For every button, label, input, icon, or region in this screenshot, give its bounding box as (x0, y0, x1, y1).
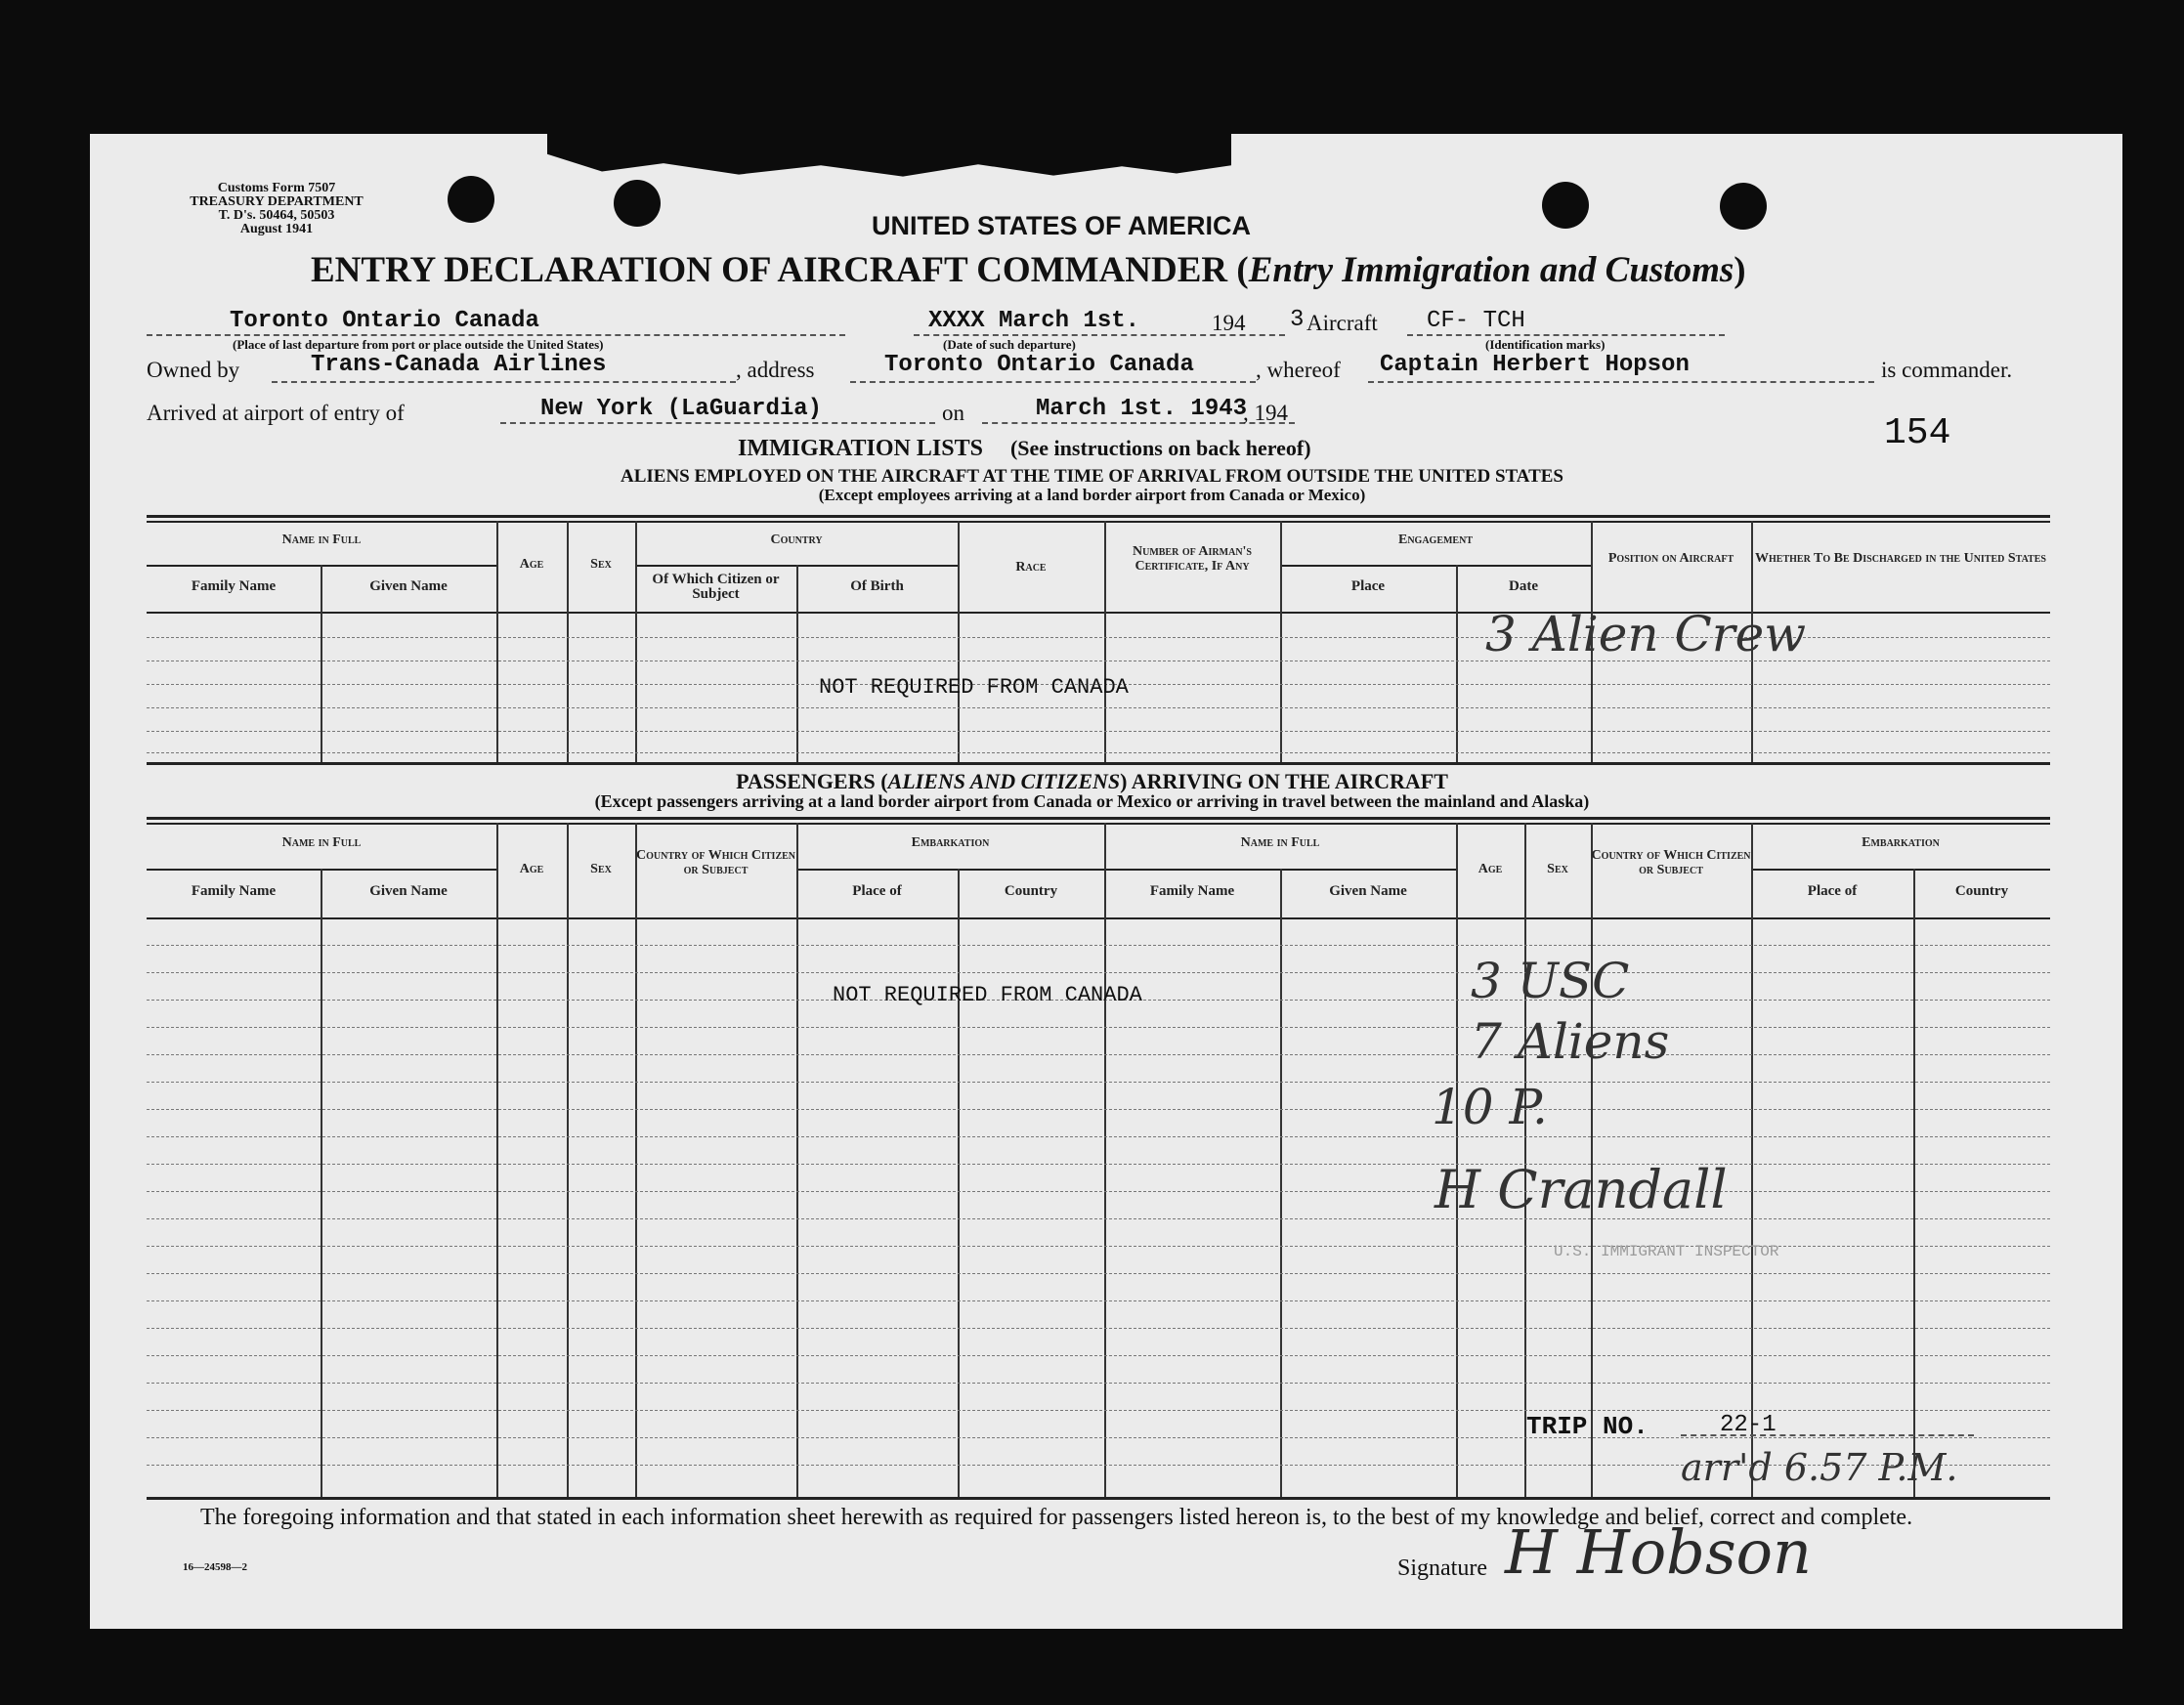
on-label: on (942, 401, 964, 425)
table-column-divider (1751, 823, 1753, 1497)
table-rule (1280, 565, 1591, 567)
arrival-airport: New York (LaGuardia) (540, 396, 823, 422)
arrival-year-suffix: , 194 (1243, 401, 1288, 425)
declaration-text: The foregoing information and that stated in each information sheet herewith as required for passengers listed hereon is, to the best of my knowledge and belief, correct and complete. (200, 1505, 1913, 1530)
table-rule (147, 521, 2050, 523)
aircraft-label: Aircraft (1306, 311, 1378, 335)
table-row (147, 1136, 2050, 1137)
print-code: 16—24598—2 (183, 1561, 247, 1573)
col-sex: Sex (590, 862, 612, 876)
col-given-name-2: Given Name (1329, 883, 1407, 899)
table-row (147, 1410, 2050, 1411)
col-sex: Sex (590, 557, 612, 572)
table-column-divider (796, 565, 798, 762)
table-column-divider (496, 823, 498, 1497)
col-country: Country (770, 533, 823, 547)
hand-count-total: 10 P. (1432, 1079, 1548, 1135)
col-embarkation: Embarkation (911, 835, 990, 850)
table-row (147, 752, 2050, 753)
table-column-divider (796, 823, 798, 1497)
col-place-of: Place of (852, 883, 902, 899)
col-citizen: Of Which Citizen or Subject (652, 572, 780, 602)
table-column-divider (958, 521, 960, 762)
treasury-decisions: T. D's. 50464, 50503 (218, 208, 335, 223)
table-row (147, 1109, 2050, 1110)
table-row (147, 972, 2050, 973)
crew-handwritten-count: 3 Alien Crew (1485, 606, 1807, 662)
col-given-name: Given Name (369, 578, 448, 594)
table-row (147, 1082, 2050, 1083)
aircraft-id: CF- TCH (1427, 308, 1525, 334)
table-row (147, 707, 2050, 708)
punch-hole (448, 176, 494, 223)
table-row (147, 945, 2050, 946)
passenger-typed-note: NOT REQUIRED FROM CANADA (833, 983, 1142, 1007)
punch-hole (1720, 183, 1767, 230)
table-row (147, 1355, 2050, 1356)
col-position: Position on Aircraft (1607, 551, 1734, 566)
table-rule (147, 817, 2050, 820)
form-title-italic: Entry Immigration and Customs (1248, 250, 1734, 290)
immigration-heading (738, 436, 1311, 462)
immigration-subnote: (Except employees arriving at a land border airport from Canada or Mexico) (818, 486, 1366, 504)
owner-name: Trans-Canada Airlines (311, 352, 607, 378)
col-name-in-full-2: Name in Full (1240, 835, 1320, 850)
col-place-of-2: Place of (1807, 883, 1858, 899)
arrival-airport-line (500, 422, 935, 424)
table-column-divider (635, 823, 637, 1497)
table-rule (147, 762, 2050, 765)
arrival-date: March 1st. 1943 (1036, 396, 1248, 422)
crew-typed-note: NOT REQUIRED FROM CANADA (819, 675, 1129, 700)
trip-number: 22-1 (1720, 1412, 1777, 1438)
col-discharged: Whether To Be Discharged in the United States (1755, 551, 2046, 566)
table-rule (796, 869, 1104, 871)
table-column-divider (321, 565, 322, 762)
col-given-name: Given Name (369, 883, 448, 899)
col-place: Place (1350, 578, 1386, 594)
address-label: , address (736, 358, 815, 382)
table-column-divider (635, 521, 637, 762)
owner-address: Toronto Ontario Canada (884, 352, 1194, 378)
arrival-time-note: arr'd 6.57 P.M. (1681, 1446, 1958, 1489)
year-prefix: 194 (1212, 311, 1246, 335)
col-race: Race (1015, 560, 1047, 575)
departure-date: XXXX March 1st. (928, 308, 1140, 334)
col-birth: Of Birth (850, 578, 904, 594)
commander-line (1368, 381, 1874, 383)
departure-date-caption: (Date of such departure) (943, 337, 1076, 352)
form-title (311, 249, 1746, 291)
form-number: Customs Form 7507 (217, 181, 336, 195)
col-country-citizen-2: Country of Which Citizen or Subject (1591, 848, 1751, 877)
passengers-heading-pre: PASSENGERS ( (736, 769, 888, 793)
col-name-in-full: Name in Full (281, 835, 362, 850)
aircraft-id-line (1407, 334, 1725, 336)
immigration-title: IMMIGRATION LISTS (738, 436, 983, 461)
col-family-name: Family Name (191, 578, 277, 594)
table-row (147, 731, 2050, 732)
departure-place-line (147, 334, 845, 336)
table-rule (147, 515, 2050, 518)
col-sex-2: Sex (1547, 862, 1568, 876)
immigration-subheading: ALIENS EMPLOYED ON THE AIRCRAFT AT THE TIME OF ARRIVAL FROM OUTSIDE THE UNITED STATES (620, 466, 1563, 487)
col-family-name: Family Name (191, 883, 277, 899)
form-date: August 1941 (239, 222, 314, 236)
country-heading: UNITED STATES OF AMERICA (872, 211, 1251, 240)
col-date: Date (1509, 578, 1538, 594)
trip-label: TRIP NO. (1526, 1412, 1649, 1441)
table-row (147, 1300, 2050, 1301)
commander-name: Captain Herbert Hopson (1380, 352, 1690, 378)
table-rule (1751, 869, 2050, 871)
col-country-2: Country (1954, 883, 2009, 899)
table-row (147, 1383, 2050, 1384)
table-row (147, 1218, 2050, 1219)
commander-signature: H Hobson (1505, 1516, 1812, 1588)
form-title-close: ) (1734, 250, 1746, 290)
passengers-subnote: (Except passengers arriving at a land border airport from Canada or Mexico or arriving in travel between the mainland and Alaska) (594, 791, 1590, 811)
departure-place: Toronto Ontario Canada (230, 308, 539, 334)
signature-label: Signature (1397, 1556, 1487, 1581)
table-row (147, 1164, 2050, 1165)
col-age: Age (519, 557, 544, 572)
immigration-note: (See instructions on back hereof) (1009, 436, 1311, 460)
table-row (147, 1027, 2050, 1028)
punch-hole (614, 180, 661, 227)
col-country-citizen: Country of Which Citizen or Subject (635, 848, 796, 877)
col-family-name-2: Family Name (1149, 883, 1235, 899)
col-engagement: Engagement (1397, 533, 1473, 547)
form-title-main: ENTRY DECLARATION OF AIRCRAFT COMMANDER ( (311, 250, 1249, 290)
arrived-label: Arrived at airport of entry of (147, 401, 405, 425)
passengers-heading-post: ) ARRIVING ON THE AIRCRAFT (1120, 769, 1448, 793)
departure-place-caption: (Place of last departure from port or place outside the United States) (233, 337, 604, 352)
whereof-label: , whereof (1256, 358, 1341, 382)
col-name-in-full: Name in Full (281, 533, 362, 547)
table-column-divider (1456, 565, 1458, 762)
inspector-stamp: U.S. IMMIGRANT INSPECTOR (1554, 1243, 1779, 1260)
page-number: 154 (1884, 412, 1951, 454)
punch-hole (1542, 182, 1589, 229)
commander-suffix: is commander. (1881, 358, 2013, 382)
col-country: Country (1004, 883, 1058, 899)
col-age-2: Age (1477, 862, 1503, 876)
col-embarkation-2: Embarkation (1862, 835, 1940, 850)
table-row (147, 1273, 2050, 1274)
year-suffix: 3 (1290, 307, 1305, 333)
owned-by-label: Owned by (147, 358, 240, 382)
department-name: TREASURY DEPARTMENT (190, 194, 364, 209)
table-column-divider (1280, 869, 1282, 1497)
owner-line (272, 381, 736, 383)
table-column-divider (321, 869, 322, 1497)
table-row (147, 1054, 2050, 1055)
aircraft-id-caption: (Identification marks) (1485, 337, 1606, 352)
inspector-initials: H Crandall (1435, 1159, 1728, 1220)
col-age: Age (519, 862, 544, 876)
table-column-divider (958, 869, 960, 1497)
table-rule (147, 917, 2050, 919)
table-rule (147, 823, 2050, 825)
table-row (147, 1191, 2050, 1192)
form-identifiers (135, 182, 418, 236)
hand-count-aliens: 7 Aliens (1471, 1013, 1670, 1070)
address-line (850, 381, 1256, 383)
passengers-heading-italic: ALIENS AND CITIZENS (887, 769, 1121, 793)
table-row (147, 1328, 2050, 1329)
col-certificate: Number of Airman's Certificate, If Any (1132, 544, 1252, 574)
hand-count-usc: 3 USC (1471, 953, 1630, 1009)
table-rule (147, 1497, 2050, 1500)
table-column-divider (1104, 823, 1106, 1497)
table-column-divider (1280, 521, 1282, 762)
table-column-divider (1913, 869, 1915, 1497)
table-column-divider (567, 823, 569, 1497)
